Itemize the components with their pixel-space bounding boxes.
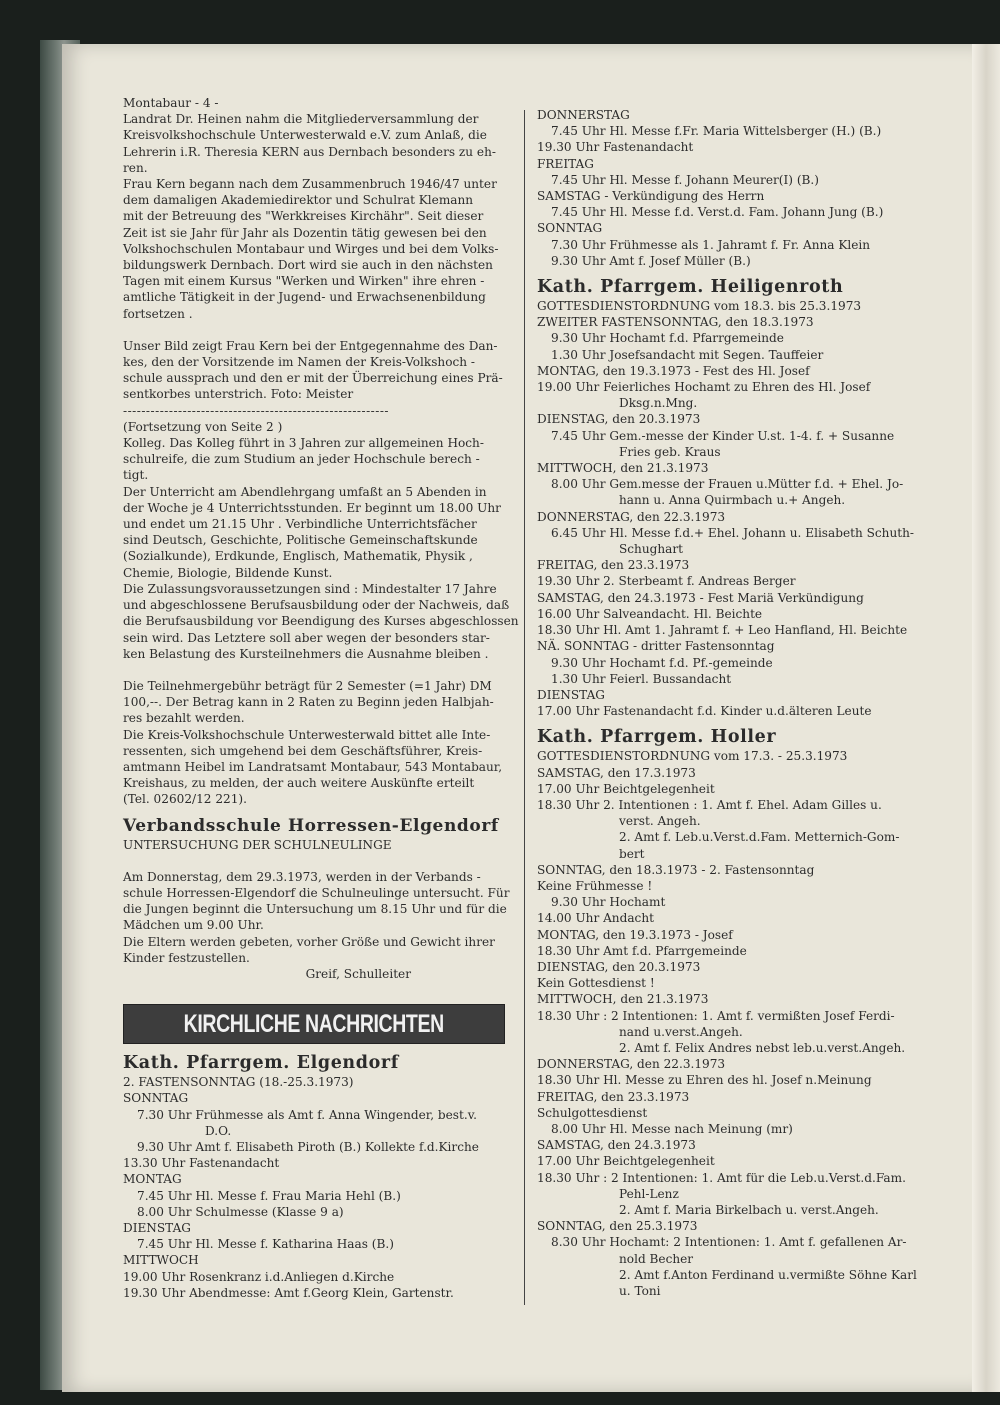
text-line: 16.00 Uhr Salveandacht. Hl. Beichte <box>537 606 763 621</box>
elgendorf-schedule <box>123 1074 515 1301</box>
text-line: 8.30 Uhr Hochamt: 2 Intentionen: 1. Amt f. gefallenen Ar- <box>551 1235 907 1250</box>
text-line: NÄ. SONNTAG - dritter Fastensonntag <box>537 639 775 654</box>
text-line: 100,--. Der Betrag kann in 2 Raten zu Beginn jeden Halbjah- <box>123 695 494 710</box>
text-line: 17.00 Uhr Beichtgelegenheit <box>537 781 715 796</box>
text-line: 7.30 Uhr Frühmesse als 1. Jahramt f. Fr. Anna Klein <box>551 237 871 252</box>
article-kolleg <box>123 419 519 662</box>
text-line: schule Horressen-Elgendorf die Schulneulinge untersucht. Für <box>123 885 510 900</box>
heiligenroth-schedule <box>537 298 945 719</box>
text-line: Landrat Dr. Heinen nahm die Mitgliederversammlung der <box>123 112 479 127</box>
text-line: hann u. Anna Quirmbach u.+ Angeh. <box>619 493 846 508</box>
school-signature: Greif, Schulleiter <box>305 966 411 981</box>
text-line: und abgeschlossene Berufsausbildung oder der Nachweis, daß <box>123 598 510 613</box>
text-line: 14.00 Uhr Andacht <box>537 911 654 926</box>
text-line: FREITAG, den 23.3.1973 <box>537 558 690 573</box>
text-line: 18.30 Uhr 2. Intentionen : 1. Amt f. Ehel. Adam Gilles u. <box>537 797 882 812</box>
text-line: SAMSTAG, den 24.3.1973 - Fest Mariä Verkündigung <box>537 590 864 605</box>
text-line: Keine Frühmesse ! <box>537 878 653 893</box>
text-line: MONTAG <box>123 1172 182 1187</box>
text-line: Die Eltern werden gebeten, vorher Größe und Gewicht ihrer <box>123 934 495 949</box>
text-line: DIENSTAG <box>537 687 605 702</box>
text-line: 2. Amt f. Leb.u.Verst.d.Fam. Metternich-Gom- <box>619 830 900 845</box>
church-news-banner <box>123 1004 505 1044</box>
holler-schedule <box>537 748 945 1299</box>
article-kern-caption <box>123 338 515 403</box>
text-line: Lehrerin i.R. Theresia KERN aus Dernbach besonders zu eh- <box>123 144 496 159</box>
text-line: Kolleg. Das Kolleg führt in 3 Jahren zur allgemeinen Hoch- <box>123 436 484 451</box>
text-line: MONTAG, den 19.3.1973 - Josef <box>537 927 733 942</box>
text-line: SONNTAG <box>123 1091 189 1106</box>
text-line: nold Becher <box>619 1251 694 1266</box>
text-line: Pehl-Lenz <box>619 1186 679 1201</box>
text-line: 7.45 Uhr Hl. Messe f. Katharina Haas (B.) <box>137 1237 394 1252</box>
text-line: SONNTAG, den 18.3.1973 - 2. Fastensonntag <box>537 862 815 877</box>
text-line: MITTWOCH, den 21.3.1973 <box>537 461 709 476</box>
text-line: MITTWOCH, den 21.3.1973 <box>537 992 709 1007</box>
text-line: 2. Amt f. Maria Birkelbach u. verst.Angeh. <box>619 1203 879 1217</box>
text-line: (Fortsetzung von Seite 2 ) <box>123 419 283 434</box>
text-line: 1.30 Uhr Feierl. Bussandacht <box>551 671 732 686</box>
page-header: Montabaur - 4 - <box>123 96 219 110</box>
text-line: DONNERSTAG, den 22.3.1973 <box>537 1057 726 1072</box>
text-line: Frau Kern begann nach dem Zusammenbruch 1946/47 unter <box>123 177 497 192</box>
text-line: 9.30 Uhr Hochamt f.d. Pf.-gemeinde <box>551 655 773 670</box>
text-line: DIENSTAG <box>123 1220 191 1235</box>
text-line: SAMSTAG, den 17.3.1973 <box>537 765 696 780</box>
text-line: 2. FASTENSONNTAG (18.-25.3.1973) <box>123 1075 354 1090</box>
text-line: 9.30 Uhr Hochamt <box>551 895 666 910</box>
text-line: ren. <box>123 160 148 175</box>
text-line: mit der Betreuung des "Werkkreises Kirchähr". Seit dieser <box>123 209 484 224</box>
text-line: Zeit ist sie Jahr für Jahr als Dozentin tätig gewesen bei den <box>123 225 487 240</box>
text-line: 19.00 Uhr Rosenkranz i.d.Anliegen d.Kirche <box>123 1269 395 1284</box>
text-line: 8.00 Uhr Gem.messe der Frauen u.Mütter f.d. + Ehel. Jo- <box>551 477 904 492</box>
text-line: tigt. <box>123 468 149 483</box>
separator-dashes: ---------------------------------------------------------- <box>123 403 390 418</box>
text-line: schule aussprach und den er mit der Überreichung eines Prä- <box>123 371 503 386</box>
text-line: 7.45 Uhr Hl. Messe f.Fr. Maria Wittelsberger (H.) (B.) <box>551 124 882 139</box>
text-line: amtliche Tätigkeit in der Jugend- und Erwachsenenbildung <box>123 290 486 305</box>
column-divider <box>524 110 525 1305</box>
text-line: sein wird. Das Letztere soll aber wegen der besonders star- <box>123 630 490 645</box>
text-line: kes, den der Vorsitzende im Namen der Kreis-Volkshoch - <box>123 355 475 370</box>
text-line: bert <box>619 846 645 861</box>
text-line: Tagen mit einem Kursus "Werken und Wirken" ihre ehren - <box>123 274 485 289</box>
text-line: 8.00 Uhr Schulmesse (Klasse 9 a) <box>137 1204 344 1219</box>
text-line: 2. Amt f.Anton Ferdinand u.vermißte Söhne Karl <box>619 1267 917 1282</box>
text-line: ressenten, sich umgehend bei dem Geschäftsführer, Kreis- <box>123 743 483 758</box>
text-line: nand u.verst.Angeh. <box>619 1024 743 1039</box>
text-line: Kinder festzustellen. <box>123 950 250 965</box>
text-line: u. Toni <box>619 1284 661 1299</box>
text-line: 2. Amt f. Felix Andres nebst leb.u.verst.Angeh. <box>619 1040 906 1055</box>
text-line: sentkorbes unterstrich. Foto: Meister <box>123 387 354 402</box>
text-line: 19.30 Uhr 2. Sterbeamt f. Andreas Berger <box>537 574 796 589</box>
text-line: GOTTESDIENSTORDNUNG vom 18.3. bis 25.3.1973 <box>537 299 862 314</box>
text-line: amtmann Heibel im Landratsamt Montabaur, 543 Montabaur, <box>123 759 503 774</box>
text-line: 7.30 Uhr Frühmesse als Amt f. Anna Wingender, best.v. <box>137 1107 477 1122</box>
text-line: 13.30 Uhr Fastenandacht <box>123 1156 280 1171</box>
text-line: 7.45 Uhr Hl. Messe f. Frau Maria Hehl (B.) <box>137 1188 401 1203</box>
text-line: Dksg.n.Mng. <box>619 396 698 411</box>
text-line: Volkshochschulen Montabaur und Wirges und bei dem Volks- <box>123 241 499 256</box>
text-line: FREITAG, den 23.3.1973 <box>537 1089 690 1104</box>
text-line: 18.30 Uhr Hl. Messe zu Ehren des hl. Josef n.Meinung <box>537 1073 872 1088</box>
text-line: bildungswerk Dernbach. Dort wird sie auch in den nächsten <box>123 258 493 273</box>
text-line: 19.30 Uhr Abendmesse: Amt f.Georg Klein, Gartenstr. <box>123 1285 454 1300</box>
elgendorf-schedule-continued <box>537 107 945 269</box>
text-line: DIENSTAG, den 20.3.1973 <box>537 412 701 427</box>
elgendorf-heading: Kath. Pfarrgem. Elgendorf <box>123 1053 399 1074</box>
school-subheading: UNTERSUCHUNG DER SCHULNEULINGE <box>123 837 392 852</box>
text-line: 18.30 Uhr : 2 Intentionen: 1. Amt für die Leb.u.Verst.d.Fam. <box>537 1170 906 1185</box>
text-line: 19.30 Uhr Fastenandacht <box>537 140 694 155</box>
text-line: SAMSTAG, den 24.3.1973 <box>537 1138 696 1153</box>
text-line: D.O. <box>205 1123 232 1138</box>
text-line: 19.00 Uhr Feierliches Hochamt zu Ehren des Hl. Josef <box>537 380 871 395</box>
text-line: 7.45 Uhr Hl. Messe f.d. Verst.d. Fam. Johann Jung (B.) <box>551 205 884 220</box>
text-line: 7.45 Uhr Hl. Messe f. Johann Meurer(I) (B.) <box>551 172 819 187</box>
text-line: 9.30 Uhr Hochamt f.d. Pfarrgemeinde <box>551 331 784 346</box>
text-line: DONNERSTAG <box>537 108 630 122</box>
text-line: Mädchen um 9.00 Uhr. <box>123 918 264 933</box>
text-line: 1.30 Uhr Josefsandacht mit Segen. Tauffeier <box>551 347 824 362</box>
heiligenroth-heading: Kath. Pfarrgem. Heiligenroth <box>537 277 844 298</box>
text-line: GOTTESDIENSTORDNUNG vom 17.3. - 25.3.1973 <box>537 749 848 764</box>
text-line: Schughart <box>619 542 684 557</box>
school-heading: Verbandsschule Horressen-Elgendorf <box>123 815 499 836</box>
page-edge <box>972 44 1000 1392</box>
banner-title: KIRCHLICHE NACHRICHTEN <box>183 1010 445 1039</box>
article-kern <box>123 111 515 322</box>
text-line: 18.30 Uhr Amt f.d. Pfarrgemeinde <box>537 943 747 958</box>
text-line: die Berufsausbildung vor Beendigung des Kurses abgeschlossen <box>123 614 519 629</box>
text-line: 6.45 Uhr Hl. Messe f.d.+ Ehel. Johann u. Elisabeth Schuth- <box>551 525 914 540</box>
text-line: 18.30 Uhr : 2 Intentionen: 1. Amt f. vermißten Josef Ferdi- <box>537 1008 895 1023</box>
text-line: DIENSTAG, den 20.3.1973 <box>537 959 701 974</box>
text-line: Chemie, Biologie, Bildende Kunst. <box>123 565 333 580</box>
text-line: sind Deutsch, Geschichte, Politische Gemeinschaftskunde <box>123 533 478 548</box>
text-line: verst. Angeh. <box>619 814 701 829</box>
text-line: ken Belastung des Kursteilnehmers die Ausnahme bleiben . <box>123 646 489 661</box>
text-line: die Jungen beginnt die Untersuchung um 8.15 Uhr und für die <box>123 902 507 917</box>
text-line: Fries geb. Kraus <box>619 444 721 459</box>
text-line: 9.30 Uhr Amt f. Josef Müller (B.) <box>551 253 751 268</box>
text-line: MONTAG, den 19.3.1973 - Fest des Hl. Josef <box>537 363 810 378</box>
text-line: der Woche je 4 Unterrichtsstunden. Er beginnt um 18.00 Uhr <box>123 500 501 515</box>
text-line: und endet um 21.15 Uhr . Verbindliche Unterrichtsfächer <box>123 517 477 532</box>
text-line: Am Donnerstag, dem 29.3.1973, werden in der Verbands - <box>123 869 481 884</box>
text-line: Unser Bild zeigt Frau Kern bei der Entgegennahme des Dan- <box>123 338 498 353</box>
text-line: (Tel. 02602/12 221). <box>123 792 247 807</box>
text-line: DONNERSTAG, den 22.3.1973 <box>537 509 726 524</box>
text-line: ZWEITER FASTENSONNTAG, den 18.3.1973 <box>537 315 814 330</box>
text-line: 8.00 Uhr Hl. Messe nach Meinung (mr) <box>551 1121 793 1136</box>
text-line: Der Unterricht am Abendlehrgang umfaßt an 5 Abenden in <box>123 484 487 499</box>
text-line: SONNTAG, den 25.3.1973 <box>537 1219 698 1234</box>
text-line: res bezahlt werden. <box>123 711 245 726</box>
text-line: fortsetzen . <box>123 306 193 321</box>
left-column <box>123 95 519 1301</box>
text-line: (Sozialkunde), Erdkunde, Englisch, Mathematik, Physik , <box>123 549 473 564</box>
text-line: Die Kreis-Volkshochschule Unterwesterwald bittet alle Inte- <box>123 727 491 742</box>
text-line: schulreife, die zum Studium an jeder Hochschule berech - <box>123 452 480 467</box>
text-line: 17.00 Uhr Beichtgelegenheit <box>537 1154 715 1169</box>
right-column <box>537 107 945 1299</box>
text-line: 17.00 Uhr Fastenandacht f.d. Kinder u.d.älteren Leute <box>537 704 872 719</box>
text-line: Kein Gottesdienst ! <box>537 976 655 991</box>
text-line: MITTWOCH <box>123 1253 199 1268</box>
text-line: FREITAG <box>537 156 594 171</box>
text-line: Kreisvolkshochschule Unterwesterwald e.V. zum Anlaß, die <box>123 128 487 143</box>
text-line: 7.45 Uhr Gem.-messe der Kinder U.st. 1-4. f. + Susanne <box>551 428 895 443</box>
text-line: Die Zulassungsvoraussetzungen sind : Mindestalter 17 Jahre <box>123 581 497 596</box>
text-line: dem damaligen Akademiedirektor und Schulrat Klemann <box>123 193 474 208</box>
text-line: Die Teilnehmergebühr beträgt für 2 Semester (=1 Jahr) DM <box>123 678 492 693</box>
school-notice <box>123 869 515 966</box>
text-line: SAMSTAG - Verkündigung des Herrn <box>537 189 765 204</box>
text-line: Kreishaus, zu melden, der auch weitere Auskünfte erteilt <box>123 776 475 791</box>
text-line: 18.30 Uhr Hl. Amt 1. Jahramt f. + Leo Hanfland, Hl. Beichte <box>537 623 908 638</box>
text-line: SONNTAG <box>537 221 603 236</box>
article-kolleg-fees <box>123 678 515 808</box>
text-line: Schulgottesdienst <box>537 1105 648 1120</box>
text-line: 9.30 Uhr Amt f. Elisabeth Piroth (B.) Kollekte f.d.Kirche <box>137 1139 479 1154</box>
holler-heading: Kath. Pfarrgem. Holler <box>537 727 777 748</box>
